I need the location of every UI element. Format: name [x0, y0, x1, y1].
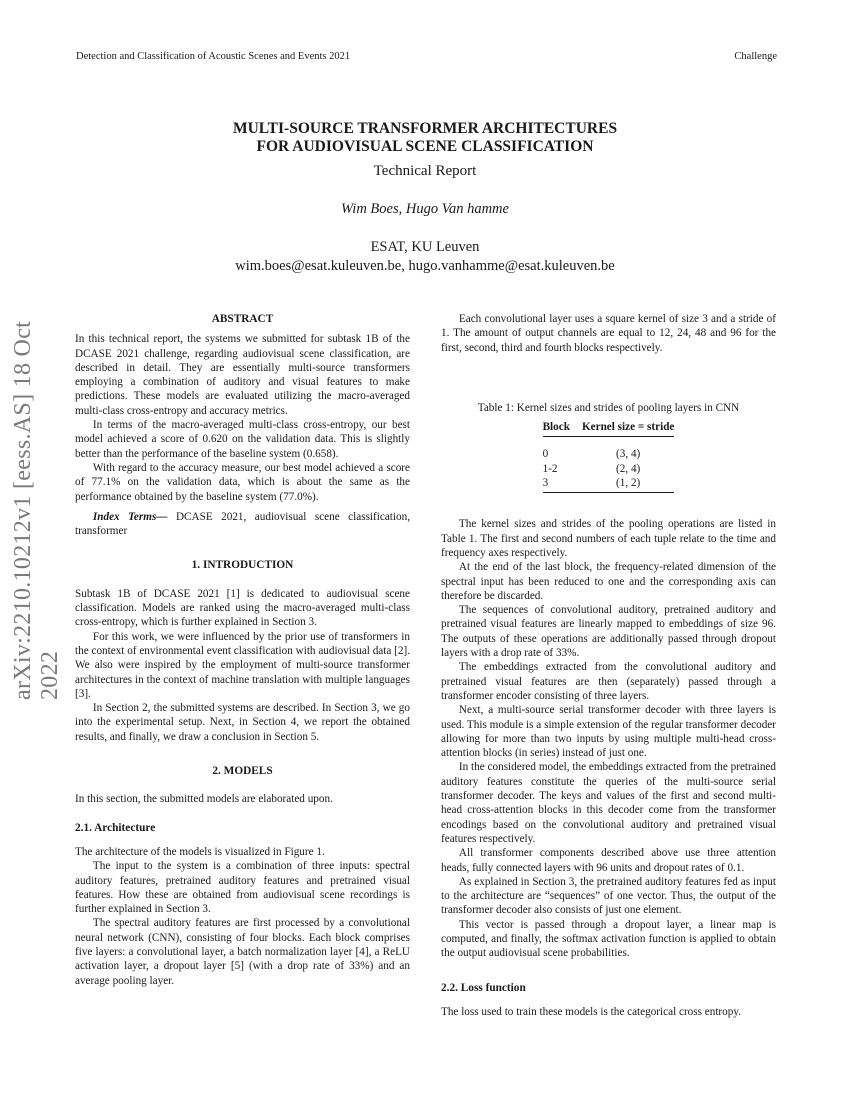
section-heading-models: 2. MODELS — [212, 765, 273, 778]
table-cell: 1-2 — [542, 462, 558, 475]
body-paragraph: The spectral auditory features are first processed by a convolutional neural network (CNN), consisting of four blocks. Each block comprises five layers: a convolutional layer, a batch normalization layer [4], a ReLU activation layer, a dropout layer [5] (with a drop rate of 33%) and an average pooling layer. — [75, 917, 410, 987]
running-header-left: Detection and Classification of Acoustic Scenes and Events 2021 — [76, 51, 351, 62]
body-paragraph: In Section 2, the submitted systems are described. In Section 3, we go into the experimental setup. Next, in Section 4, we report the obtained results, and finally, we draw a conclusion in Section 5. — [75, 702, 410, 743]
body-paragraph: For this work, we were influenced by the prior use of transformers in the context of environmental event classification with audiovisual data [2]. We also were inspired by the employment of multi-source transformer architectures in the context of machine translation with multiple languages [3]. — [75, 630, 410, 700]
body-paragraph: Each convolutional layer uses a square kernel of size 3 and a stride of 1. The amount of output channels are equal to 12, 24, 48 and 96 for the first, second, third and fourth blocks respectively. — [441, 313, 776, 354]
table-row — [543, 437, 675, 462]
table-row — [543, 476, 675, 493]
abstract-paragraph: In terms of the macro-averaged multi-class cross-entropy, our best model achieved a score of 0.620 on the validation data. This is slightly better than the performance of the baseline system (0.658). — [75, 419, 410, 460]
abstract-heading: ABSTRACT — [211, 313, 274, 325]
left-column — [75, 312, 410, 988]
body-paragraph: Next, a multi-source serial transformer decoder with three layers is used. This module is a simple extension of the regular transformer decoder allowing for more than two inputs by using multiple multi-head cross-attention blocks (in series) instead of just one. — [441, 704, 776, 760]
body-paragraph: The architecture of the models is visualized in Figure 1. — [75, 845, 325, 858]
paper-subtitle: Technical Report — [373, 163, 477, 179]
arxiv-stamp — [12, 290, 62, 700]
table-cell: 0 — [542, 448, 549, 461]
table-caption: Table 1: Kernel sizes and strides of pooling layers in CNN — [477, 401, 740, 414]
authors: Wim Boes, Hugo Van hamme — [341, 201, 509, 217]
index-terms-text: DCASE 2021, audiovisual scene classification, transformer — [75, 510, 411, 538]
body-paragraph: In the considered model, the embeddings extracted from the pretrained auditory features constitute the queries of the multi-source serial transformer decoder. The keys and values of the first and second multi-head cross-attention blocks in this decoder come from the transformer encodings based on the convolutional auditory and pretrained visual features respectively. — [441, 761, 776, 845]
index-terms — [75, 510, 410, 539]
body-paragraph: All transformer components described above use three attention heads, fully connected layers with 96 units and dropout rates of 0.1. — [441, 847, 776, 874]
subsection-heading-loss-function: 2.2. Loss function — [441, 981, 526, 994]
body-paragraph: The input to the system is a combination of three inputs: spectral auditory features, pretrained auditory features and pretrained visual features. How these are obtained from audiovisual scene recordings is further explained in Section 3. — [75, 860, 410, 916]
table-header-row — [543, 419, 675, 437]
table-cell: (1, 2) — [582, 476, 674, 493]
body-paragraph: The embeddings extracted from the convolutional auditory and pretrained visual features are then (separately) passed through a transformer encoder consisting of three layers. — [441, 661, 776, 702]
table-header-cell: Block — [543, 419, 582, 437]
abstract-paragraph: With regard to the accuracy measure, our best model achieved a score of 77.1% on the validation data, which is about the same as the performance obtained by the baseline system (77.0%). — [75, 461, 410, 503]
body-paragraph: Subtask 1B of DCASE 2021 [1] is dedicated to audiovisual scene classification. Models are ranked using the macro-averaged multi-class cross-entropy, which is further explained in Section 3. — [75, 587, 410, 629]
body-paragraph: The loss used to train these models is the categorical cross entropy. — [441, 1005, 742, 1018]
index-terms-label: Index Terms— — [92, 510, 168, 523]
abstract-paragraph: In this technical report, the systems we submitted for subtask 1B of the DCASE 2021 challenge, regarding audiovisual scene classification, are described in detail. They are essentially multi-source transformers employing a combination of auditory and visual features to make predictions. These models are evaluated utilizing the macro-averaged multi-class cross-entropy and accuracy metrics. — [75, 333, 410, 417]
author-emails: wim.boes@esat.kuleuven.be, hugo.vanhamme@esat.kuleuven.be — [235, 258, 615, 274]
body-paragraph: At the end of the last block, the frequency-related dimension of the spectral input has been reduced to one and the corresponding axis can therefore be discarded. — [441, 561, 776, 602]
body-paragraph: The kernel sizes and strides of the pooling operations are listed in Table 1. The first and second numbers of each tuple relate to the time and frequency axes respectively. — [441, 518, 776, 559]
kernel-size-table — [543, 419, 675, 493]
section-heading-introduction: 1. INTRODUCTION — [191, 559, 294, 572]
body-paragraph: The sequences of convolutional auditory, pretrained auditory and pretrained visual features are linearly mapped to embeddings of size 96. The outputs of these operations are additionally passed through dropout layers with a drop rate of 33%. — [441, 604, 776, 660]
affiliation: ESAT, KU Leuven — [370, 239, 480, 255]
table-cell: 3 — [543, 476, 582, 493]
table-header-cell: Kernel size = stride — [582, 419, 674, 437]
paper-title-line-1: MULTI-SOURCE TRANSFORMER ARCHITECTURES — [232, 120, 618, 137]
body-paragraph: As explained in Section 3, the pretrained auditory features fed as input to the architecture are “sequences” of one vector. Thus, the output of the transformer decoder also consists of just one element. — [441, 875, 776, 917]
arxiv-stamp-text: arXiv:2210.10212v1 [eess.AS] 18 Oct 2022 — [10, 320, 63, 700]
table-cell: (3, 4) — [616, 448, 641, 461]
right-column — [441, 312, 776, 1019]
paper-title-line-2: FOR AUDIOVISUAL SCENE CLASSIFICATION — [256, 138, 594, 155]
subsection-heading-architecture: 2.1. Architecture — [75, 821, 156, 834]
table-row — [543, 462, 675, 476]
table-cell: (2, 4) — [616, 462, 641, 475]
running-header-right: Challenge — [734, 51, 777, 62]
body-paragraph: This vector is passed through a dropout layer, a linear map is computed, and finally, the softmax activation function is applied to obtain the output audiovisual scene probabilities. — [441, 918, 776, 960]
body-paragraph: In this section, the submitted models are elaborated upon. — [75, 793, 333, 806]
